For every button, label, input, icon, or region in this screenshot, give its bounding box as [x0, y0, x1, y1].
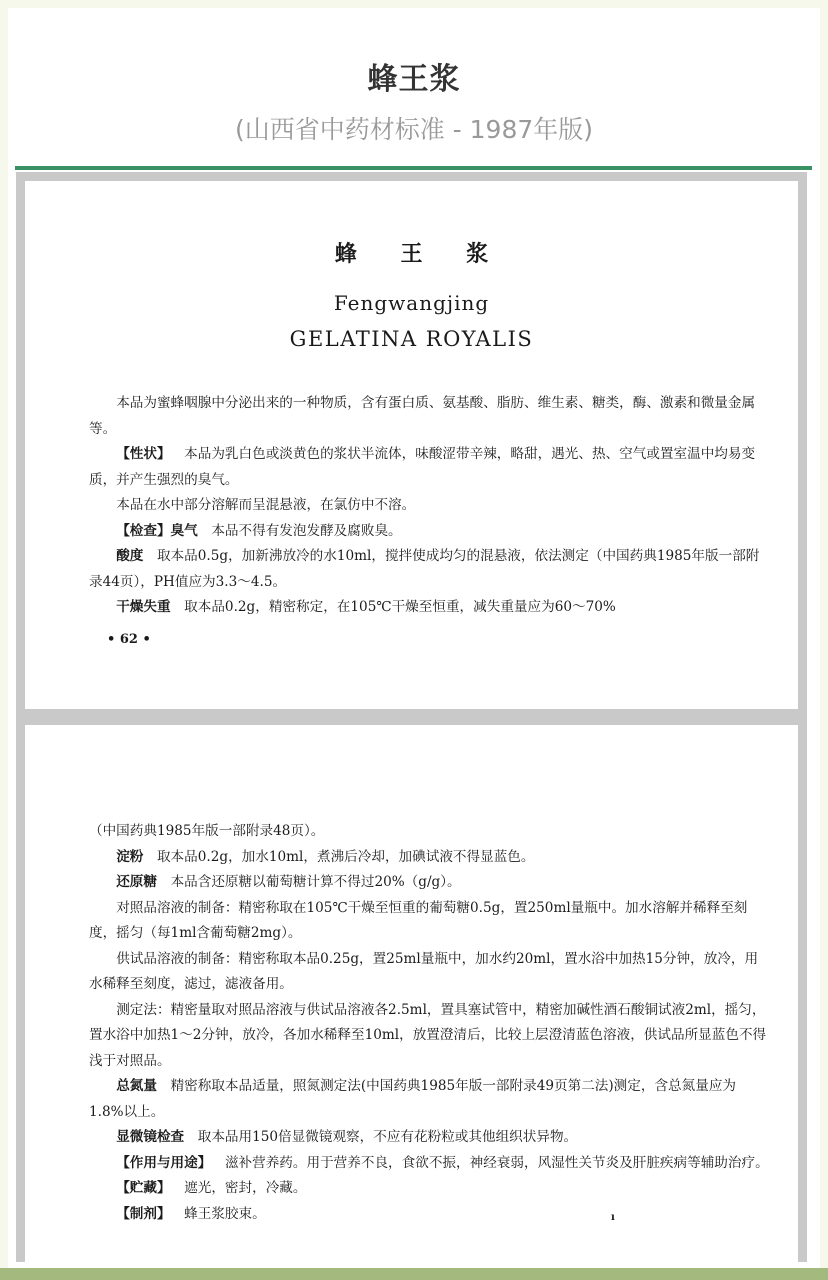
- paragraph-reducing-sugar: [89, 870, 769, 896]
- section-label: 还原糖: [116, 874, 157, 890]
- paragraph-usage: [89, 1151, 769, 1177]
- paragraph-text: （中国药典1985年版一部附录48页）。: [89, 823, 325, 839]
- section-label: 【作用与用途】: [116, 1154, 212, 1171]
- scanned-document-viewer[interactable]: [16, 172, 807, 1262]
- paragraph-properties: [89, 442, 769, 493]
- paragraph-total-nitrogen: [89, 1074, 769, 1125]
- section-label: 【检查】臭气: [116, 522, 198, 539]
- section-label: 【制剂】: [116, 1205, 171, 1222]
- paragraph-text: 本品为蜜蜂咽腺中分泌出来的一种物质，含有蛋白质、氨基酸、脂肪、维生素、糖类，酶、激素和微量金属等。: [89, 395, 756, 437]
- paragraph-reference-solution: [89, 896, 769, 947]
- paragraph-text: 取本品0.2g，加水10ml，煮沸后冷却，加碘试液不得显蓝色。: [156, 848, 535, 865]
- page-1-body: [89, 391, 769, 621]
- paragraph-text: 取本品0.2g，精密称定，在105℃干燥至恒重，减失重量应为60～70%: [184, 599, 616, 615]
- paragraph-odor-check: [89, 519, 769, 545]
- article-title: 蜂王浆: [367, 62, 461, 97]
- paragraph-microscopy: [89, 1125, 769, 1151]
- paragraph-text: 本品含还原糖以葡萄糖计算不得过20%（g/g）。: [170, 874, 461, 890]
- paragraph-text: 本品为乳白色或淡黄色的浆状半流体，味酸涩带辛辣，略甜，遇光、热、空气或置室温中均易变质，并产生强烈的臭气。: [89, 446, 756, 488]
- section-label: 淀粉: [116, 848, 144, 865]
- page-number: • 62 •: [107, 632, 151, 647]
- section-label: 干燥失重: [116, 599, 171, 615]
- article-header: [8, 8, 820, 178]
- paragraph-drying-loss: [89, 595, 769, 621]
- paragraph-text: 精密称取本品适量，照氮测定法(中国药典1985年版一部附录49页第二法)测定，含总氮量应为1.8%以上。: [89, 1078, 737, 1120]
- paragraph-text: 供试品溶液的制备：精密称取本品0.25g，置25ml量瓶中，加水约20ml，置水浴中加热15分钟，放冷，用水稀释至刻度，滤过，滤液备用。: [89, 950, 759, 992]
- doc-title: 蜂 王 浆: [334, 241, 507, 267]
- paragraph-text: 测定法：精密量取对照品溶液与供试品溶液各2.5ml，置具塞试管中，精密加碱性酒石酸铜试液2ml，摇匀，置水浴中加热1～2分钟，放冷，各加水稀释至10ml，放置澄清后，比较上层澄清蓝色溶液，供试品所显蓝色不得浅于对照品。: [89, 1001, 767, 1069]
- paragraph-text: 本品在水中部分溶解而呈混悬液，在氯仿中不溶。: [116, 497, 416, 513]
- paragraph-text: 取本品0.5g，加新沸放冷的水10ml，搅拌使成均匀的混悬液，依法测定（中国药典1985年版一部附录44页），PH值应为3.3～4.5。: [89, 548, 760, 590]
- bottom-decorative-band: [0, 1268, 828, 1280]
- section-label: 酸度: [116, 548, 144, 564]
- scanned-page-1: [25, 181, 798, 709]
- paragraph-storage: [89, 1176, 769, 1202]
- section-label: 【贮藏】: [116, 1180, 171, 1196]
- paragraph-solubility: [89, 493, 769, 519]
- header-divider: [15, 166, 812, 170]
- section-label: 总氮量: [116, 1078, 157, 1094]
- paragraph-text: 滋补营养药。用于营养不良，食欲不振，神经衰弱，风湿性关节炎及肝脏疾病等辅助治疗。: [224, 1154, 769, 1171]
- paragraph-assay-method: [89, 998, 769, 1075]
- paragraph-intro: [89, 391, 769, 442]
- paragraph-acidity: [89, 544, 769, 595]
- paragraph-text: 本品不得有发泡发酵及腐败臭。: [211, 522, 402, 539]
- doc-pinyin-name: Fengwangjing: [333, 291, 490, 315]
- paragraph-preparation: [89, 1202, 769, 1228]
- scanned-page-2: [25, 725, 798, 1262]
- paragraph-test-solution: [89, 947, 769, 998]
- paragraph-text: 蜂王浆胶束。: [184, 1205, 266, 1222]
- paragraph-text: 遮光，密封，冷藏。: [184, 1180, 307, 1196]
- doc-latin-name: GELATINA ROYALIS: [289, 327, 534, 351]
- scan-artifact: ı: [611, 1212, 615, 1223]
- section-label: 显微镜检查: [116, 1129, 185, 1145]
- paragraph-starch: [89, 845, 769, 871]
- paragraph-text: 对照品溶液的制备：精密称取在105℃干燥至恒重的葡萄糖0.5g，置250ml量瓶中。加水溶解并稀释至刻度，摇匀（每1ml含葡萄糖2mg）。: [89, 899, 748, 941]
- page-2-body: [89, 819, 769, 1227]
- paragraph-continuation: [89, 819, 769, 845]
- paragraph-text: 取本品用150倍显微镜观察，不应有花粉粒或其他组织状异物。: [197, 1129, 578, 1145]
- article-subtitle: (山西省中药材标准 - 1987年版): [234, 115, 594, 144]
- section-label: 【性状】: [116, 446, 171, 462]
